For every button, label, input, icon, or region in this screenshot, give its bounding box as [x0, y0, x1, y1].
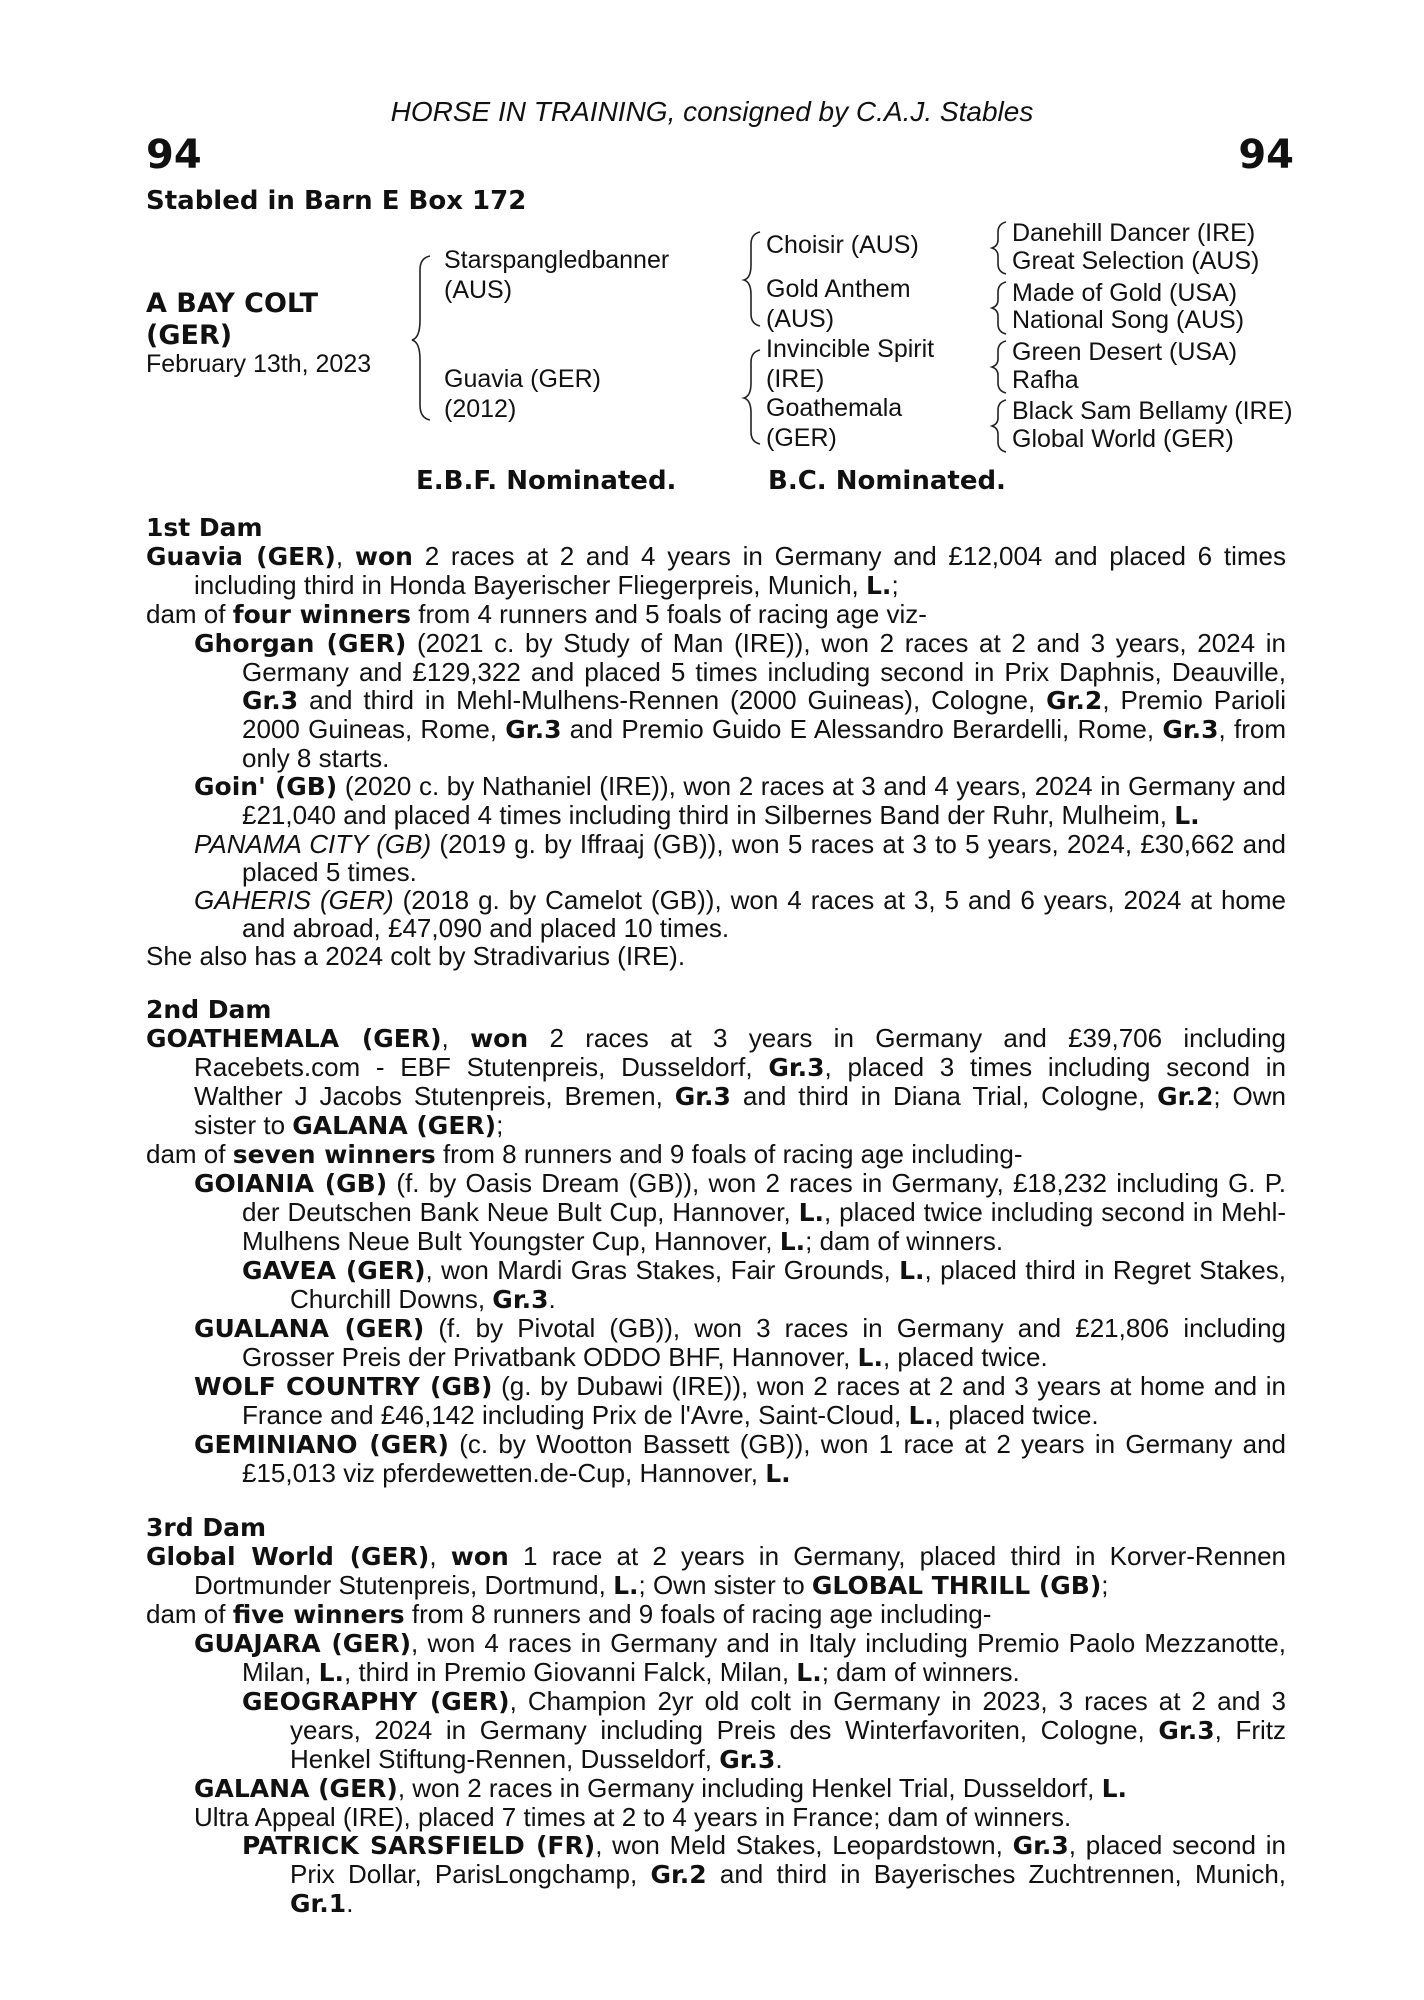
bold-text: Gr.3 — [1012, 1831, 1069, 1860]
ebf-nominated: E.B.F. Nominated. — [416, 466, 677, 496]
pedigree-sire — [444, 245, 669, 305]
catalogue-header: HORSE IN TRAINING, consigned by C.A.J. Stables — [390, 96, 1034, 127]
brace-gen3-3 — [992, 341, 1006, 393]
dam-sire-country: (IRE) — [766, 365, 825, 393]
bold-text: GOIANIA (GB) — [194, 1169, 388, 1198]
bold-text: Gr.3 — [1158, 1716, 1215, 1745]
progeny-entry: GEOGRAPHY (GER), Champion 2yr old colt in Germany in 2023, 3 races at 2 and 3 years, 2024 in Germany including Preis des Winterfavoriten, Cologne, Gr.3, Fritz Henkel Stiftung-Rennen, Dusseldorf, Gr.3. — [242, 1686, 1286, 1774]
bold-text: L. — [857, 1343, 883, 1372]
bold-text: PATRICK SARSFIELD (FR) — [242, 1831, 596, 1860]
pedigree-sss: Danehill Dancer (IRE) — [1012, 219, 1256, 247]
brace-gen1 — [412, 256, 430, 420]
horse-name-line1: A BAY COLT — [146, 288, 319, 319]
bold-text: Goin' (GB) — [194, 772, 338, 801]
bold-text: L. — [613, 1571, 639, 1600]
bold-text: GUALANA (GER) — [194, 1314, 425, 1343]
second-dam-title: 2nd Dam — [146, 995, 272, 1024]
brace-gen3-1 — [992, 222, 1006, 274]
progeny-entry: GAHERIS (GER) (2018 g. by Camelot (GB)), won 4 races at 3, 5 and 6 years, 2024 at home and abroad, £47,090 and placed 10 times. — [194, 885, 1286, 943]
pedigree-dam-sire — [766, 334, 934, 394]
bold-text: Ghorgan (GER) — [194, 629, 407, 658]
bold-text: Gr.2 — [1046, 686, 1103, 715]
dam-dam-country: (GER) — [766, 424, 837, 452]
horse-name-line2: (GER) — [146, 320, 233, 351]
bold-text: L. — [899, 1256, 925, 1285]
third-dam-record: Global World (GER), won 1 race at 2 years in Germany, placed third in Korver-Rennen Dortmunder Stutenpreis, Dortmund, L.; Own sister to GLOBAL THRILL (GB); — [146, 1541, 1286, 1600]
sire-country: (AUS) — [444, 276, 513, 304]
bold-text: five winners — [232, 1600, 405, 1629]
bold-text: GOATHEMALA (GER) — [146, 1024, 442, 1053]
brace-gen3-2 — [992, 282, 1006, 334]
progeny-entry: PATRICK SARSFIELD (FR), won Meld Stakes, Leopardstown, Gr.3, placed second in Prix Dollar, ParisLongchamp, Gr.2 and third in Bayerisches Zuchtrennen, Munich, Gr.1. — [242, 1830, 1287, 1918]
bold-text: WOLF COUNTRY (GB) — [194, 1372, 493, 1401]
dam-name: Guavia (GER) — [444, 365, 601, 393]
bold-text: L. — [866, 571, 892, 600]
bold-text: won — [354, 542, 413, 571]
progeny-entry: Goin' (GB) (2020 c. by Nathaniel (IRE)), won 2 races at 3 and 4 years, 2024 in Germany and £21,040 and placed 4 times including third in Silbernes Band der Ruhr, Mulheim, L. — [194, 771, 1286, 830]
progeny-entry: PANAMA CITY (GB) (2019 g. by Iffraaj (GB)), won 5 races at 3 to 5 years, 2024, £30,662 and placed 5 times. — [194, 829, 1286, 887]
third-dam-dam-of: dam of five winners from 8 runners and 9 foals of racing age including- — [146, 1599, 992, 1629]
produce-record — [146, 514, 1286, 1918]
bold-text: L. — [1174, 801, 1200, 830]
bold-text: GEOGRAPHY (GER) — [242, 1687, 510, 1716]
pedigree-dss: Green Desert (USA) — [1012, 338, 1238, 366]
third-dam-title: 3rd Dam — [146, 1513, 266, 1542]
bold-text: Gr.3 — [719, 1745, 776, 1774]
pedigree-ddd: Global World (GER) — [1012, 425, 1234, 453]
bold-text: GLOBAL THRILL (GB) — [811, 1571, 1102, 1600]
bold-text: Gr.3 — [1162, 715, 1219, 744]
bold-text: Gr.3 — [242, 686, 299, 715]
first-dam-also: She also has a 2024 colt by Stradivarius (IRE). — [146, 941, 686, 971]
horse-dob: February 13th, 2023 — [146, 350, 372, 378]
pedigree-dam — [444, 364, 601, 424]
pedigree-dam-dam — [766, 393, 902, 453]
bold-text: four winners — [232, 600, 412, 629]
bold-text: won — [470, 1024, 529, 1053]
pedigree-dds: Black Sam Bellamy (IRE) — [1012, 397, 1293, 425]
bold-text: Gr.1 — [290, 1889, 347, 1918]
bold-text: GUAJARA (GER) — [194, 1629, 412, 1658]
brace-gen3-4 — [992, 400, 1006, 452]
pedigree-sds: Made of Gold (USA) — [1012, 279, 1238, 307]
bold-text: seven winners — [232, 1140, 436, 1169]
first-dam-record: Guavia (GER), won 2 races at 2 and 4 years in Germany and £12,004 and placed 6 times including third in Honda Bayerischer Fliegerpreis, Munich, L.; — [146, 541, 1286, 600]
second-dam-record: GOATHEMALA (GER), won 2 races at 3 years in Germany and £39,706 including Racebets.com - EBF Stutenpreis, Dusseldorf, Gr.3, placed 3 times including second in Walther J Jacobs Stutenpreis, Bremen, Gr.3 and third in Diana Trial, Cologne, Gr.2; Own sister to GALANA (GER); — [146, 1023, 1286, 1140]
progeny-entry: GOIANIA (GB) (f. by Oasis Dream (GB)), won 2 races in Germany, £18,232 including G. P. der Deutschen Bank Neue Bult Cup, Hannover, L., placed twice including second in Mehl-Mulhens Neue Bult Youngster Cup, Hannover, L.; dam of winners. — [194, 1168, 1287, 1256]
brace-gen2-sire — [744, 232, 760, 326]
pedigree-ssd: Great Selection (AUS) — [1012, 247, 1260, 275]
second-dam-progeny — [146, 1169, 1286, 1488]
bold-text: Gr.3 — [674, 1082, 731, 1111]
bold-text: L. — [318, 1658, 345, 1687]
bold-text: L. — [796, 1658, 822, 1687]
sire-dam-name: Gold Anthem — [766, 275, 911, 303]
first-dam-title: 1st Dam — [146, 513, 263, 542]
brace-gen2-dam — [744, 350, 760, 444]
bold-text: GAVEA (GER) — [242, 1256, 426, 1285]
bold-text: L. — [779, 1227, 806, 1256]
dam-year: (2012) — [444, 395, 517, 423]
first-dam-progeny — [146, 629, 1286, 942]
first-dam-dam-of: dam of four winners from 4 runners and 5 foals of racing age viz- — [146, 599, 927, 629]
italic-text: GAHERIS (GER) — [194, 885, 394, 915]
progeny-entry: WOLF COUNTRY (GB) (g. by Dubawi (IRE)), won 2 races at 2 and 3 years at home and in France and £46,142 including Prix de l'Avre, Saint-Cloud, L., placed twice. — [194, 1371, 1286, 1430]
progeny-entry: Ultra Appeal (IRE), placed 7 times at 2 to 4 years in France; dam of winners. — [194, 1802, 1072, 1832]
bold-text: GALANA (GER) — [194, 1774, 398, 1803]
bold-text: Gr.3 — [492, 1285, 549, 1314]
bold-text: L. — [798, 1198, 825, 1227]
second-dam-section — [146, 996, 1286, 1488]
dam-dam-name: Goathemala — [766, 394, 903, 422]
stabled-location: Stabled in Barn E Box 172 — [146, 186, 527, 216]
pedigree-dsd: Rafha — [1012, 366, 1079, 394]
pedigree-sire-dam — [766, 274, 911, 334]
progeny-entry: Ghorgan (GER) (2021 c. by Study of Man (IRE)), won 2 races at 2 and 3 years, 2024 in Germany and £129,322 and placed 5 times including second in Prix Daphnis, Deauville, Gr.3 and third in Mehl-Mulhens-Rennen (2000 Guineas), Cologne, Gr.2, Premio Parioli 2000 Guineas, Rome, Gr.3 and Premio Guido E Alessandro Berardelli, Rome, Gr.3, from only 8 starts. — [194, 628, 1287, 773]
sire-name: Starspangledbanner — [444, 246, 670, 274]
bold-text: won — [450, 1542, 509, 1571]
italic-text: PANAMA CITY (GB) — [194, 829, 432, 859]
bold-text: Gr.2 — [650, 1860, 707, 1889]
third-dam-section — [146, 1514, 1286, 1918]
bold-text: Guavia (GER) — [146, 542, 336, 571]
progeny-entry: GUALANA (GER) (f. by Pivotal (GB)), won 3 races in Germany and £21,806 including Grosser Preis der Privatbank ODDO BHF, Hannover, L., placed twice. — [194, 1313, 1287, 1372]
bold-text: GEMINIANO (GER) — [194, 1430, 449, 1459]
progeny-entry: GALANA (GER), won 2 races in Germany including Henkel Trial, Dusseldorf, L. — [194, 1773, 1128, 1803]
progeny-entry: GAVEA (GER), won Mardi Gras Stakes, Fair Grounds, L., placed third in Regret Stakes, Churchill Downs, Gr.3. — [242, 1255, 1286, 1314]
lot-number-left: 94 — [146, 132, 202, 178]
bc-nominated: B.C. Nominated. — [768, 466, 1006, 496]
second-dam-dam-of: dam of seven winners from 8 runners and 9 foals of racing age including- — [146, 1139, 1023, 1169]
progeny-entry: GEMINIANO (GER) (c. by Wootton Bassett (GB)), won 1 race at 2 years in Germany and £15,013 viz pferdewetten.de-Cup, Hannover, L. — [194, 1429, 1286, 1488]
bold-text: L. — [1101, 1774, 1128, 1803]
pedigree-sdd: National Song (AUS) — [1012, 306, 1245, 334]
third-dam-progeny — [146, 1629, 1286, 1918]
lot-number-right: 94 — [1238, 132, 1294, 178]
bold-text: GALANA (GER) — [292, 1111, 497, 1140]
sire-dam-country: (AUS) — [766, 305, 835, 333]
dam-sire-name: Invincible Spirit — [766, 335, 935, 363]
bold-text: L. — [908, 1401, 934, 1430]
bold-text: L. — [765, 1459, 791, 1488]
bold-text: Gr.3 — [505, 715, 562, 744]
bold-text: Global World (GER) — [146, 1542, 430, 1571]
bold-text: Gr.3 — [768, 1053, 825, 1082]
first-dam-section — [146, 514, 1286, 970]
bold-text: Gr.2 — [1157, 1082, 1214, 1111]
progeny-entry: GUAJARA (GER), won 4 races in Germany and in Italy including Premio Paolo Mezzanotte, Milan, L., third in Premio Giovanni Falck, Milan, L.; dam of winners. — [194, 1628, 1286, 1687]
pedigree-sire-sire: Choisir (AUS) — [766, 231, 919, 259]
